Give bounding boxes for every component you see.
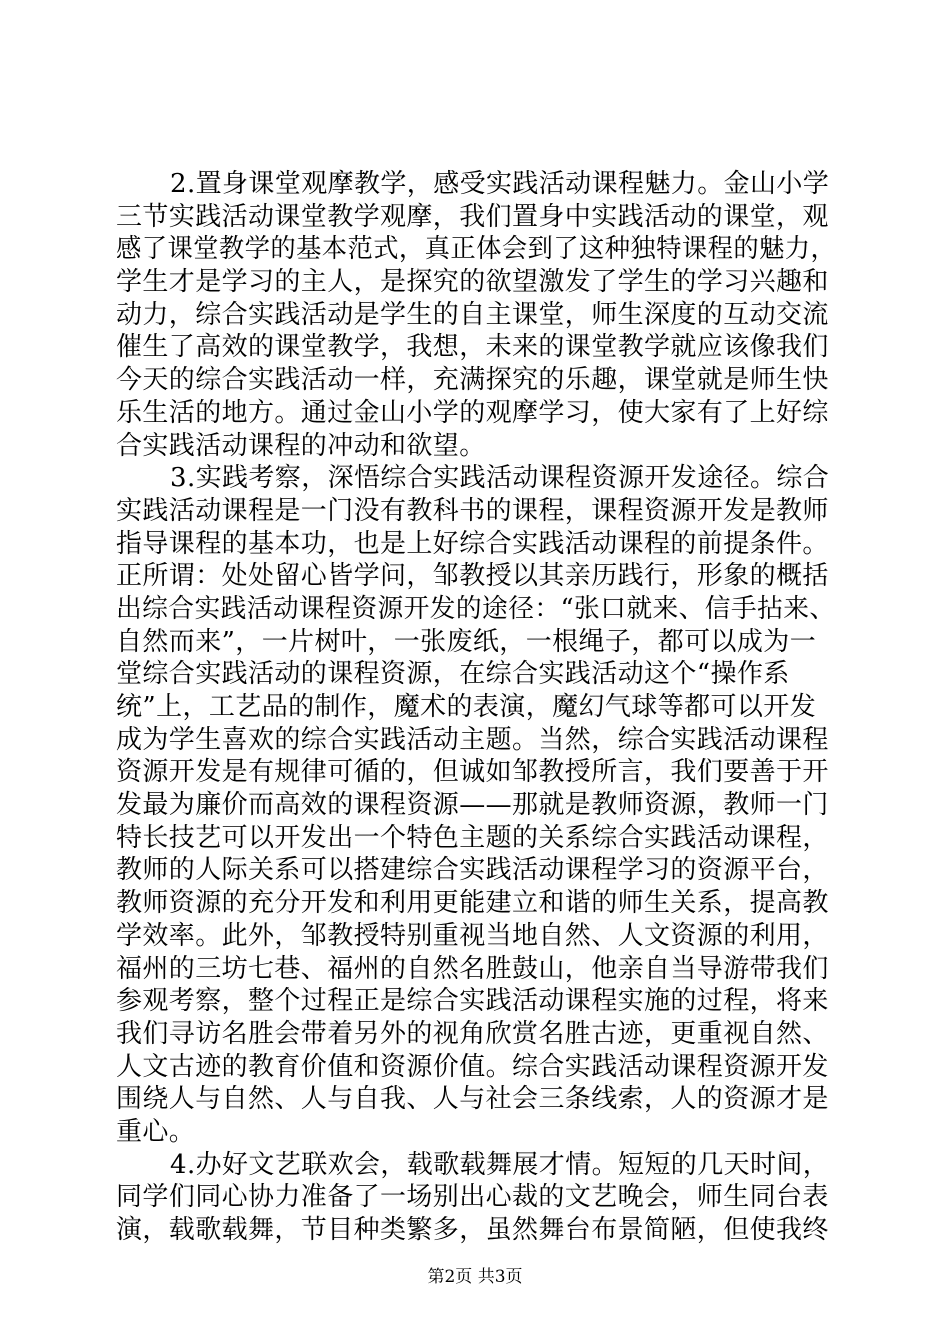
paragraph-first-line: 2.置身课堂观摩教学，感受实践活动课程魅力。金山小学: [170, 169, 830, 199]
text-line: 自然而来”，一片树叶，一张废纸，一根绳子，都可以成为一: [116, 626, 817, 657]
text-line: 指导课程的基本功，也是上好综合实践活动课程的前提条件。: [116, 528, 829, 559]
text-line: 学效率。此外，邹教授特别重视当地自然、人文资源的利用，: [116, 920, 829, 951]
text-line: 正所谓：处处留心皆学问，邹教授以其亲历践行，形象的概括: [116, 561, 829, 592]
page-footer: 第2页 共3页: [427, 1267, 523, 1287]
text-line: 我们寻访名胜会带着另外的视角欣赏名胜古迹，更重视自然、: [116, 1018, 829, 1049]
text-line: 教师资源的充分开发和利用更能建立和谐的师生关系，提高教: [116, 888, 829, 919]
text-line: 三节实践活动课堂教学观摩，我们置身中实践活动的课堂，观: [116, 201, 829, 232]
text-line: 发最为廉价而高效的课程资源——那就是教师资源，教师一门: [116, 790, 829, 821]
text-line: 人文古迹的教育价值和资源价值。综合实践活动课程资源开发: [116, 1051, 829, 1082]
text-line: 统”上，工艺品的制作，魔术的表演，魔幻气球等都可以开发: [116, 692, 817, 722]
text-line: 出综合实践活动课程资源开发的途径：“张口就来、信手拈来、: [116, 593, 836, 624]
text-line: 重心。: [116, 1116, 196, 1147]
text-line: 合实践活动课程的冲动和欲望。: [116, 430, 486, 461]
text-line: 催生了高效的课堂教学，我想，未来的课堂教学就应该像我们: [116, 332, 829, 363]
text-line: 感了课堂教学的基本范式，真正体会到了这种独特课程的魅力，: [116, 234, 837, 265]
text-line: 实践活动课程是一门没有教科书的课程，课程资源开发是教师: [116, 495, 829, 526]
text-line: 资源开发是有规律可循的，但诚如邹教授所言，我们要善于开: [116, 757, 829, 788]
text-line: 成为学生喜欢的综合实践活动主题。当然，综合实践活动课程: [116, 724, 829, 755]
text-line: 围绕人与自然、人与自我、人与社会三条线索，人的资源才是: [116, 1084, 829, 1115]
text-line: 乐生活的地方。通过金山小学的观摩学习，使大家有了上好综: [116, 397, 829, 428]
text-line: 学生才是学习的主人，是探究的欲望激发了学生的学习兴趣和: [116, 267, 829, 298]
text-line: 堂综合实践活动的课程资源，在综合实践活动这个“操作系: [116, 659, 790, 690]
paragraph-first-line: 3.实践考察，深悟综合实践活动课程资源开发途径。综合: [170, 463, 830, 494]
text-line: 参观考察，整个过程正是综合实践活动课程实施的过程，将来: [116, 986, 829, 1017]
text-line: 同学们同心协力准备了一场别出心裁的文艺晚会，师生同台表: [116, 1182, 829, 1213]
text-line: 教师的人际关系可以搭建综合实践活动课程学习的资源平台，: [116, 855, 829, 886]
document-body: [116, 168, 836, 1247]
text-line: 特长技艺可以开发出一个特色主题的关系综合实践活动课程，: [116, 822, 829, 853]
text-line: 今天的综合实践活动一样，充满探究的乐趣，课堂就是师生快: [116, 365, 829, 396]
text-line: 演，载歌载舞，节目种类繁多，虽然舞台布景简陋，但使我终: [116, 1215, 829, 1245]
text-line: 动力，综合实践活动是学生的自主课堂，师生深度的互动交流: [116, 299, 829, 330]
text-line: 福州的三坊七巷、福州的自然名胜鼓山，他亲自当导游带我们: [116, 953, 829, 984]
paragraph-first-line: 4.办好文艺联欢会，载歌载舞展才情。短短的几天时间，: [170, 1149, 830, 1180]
